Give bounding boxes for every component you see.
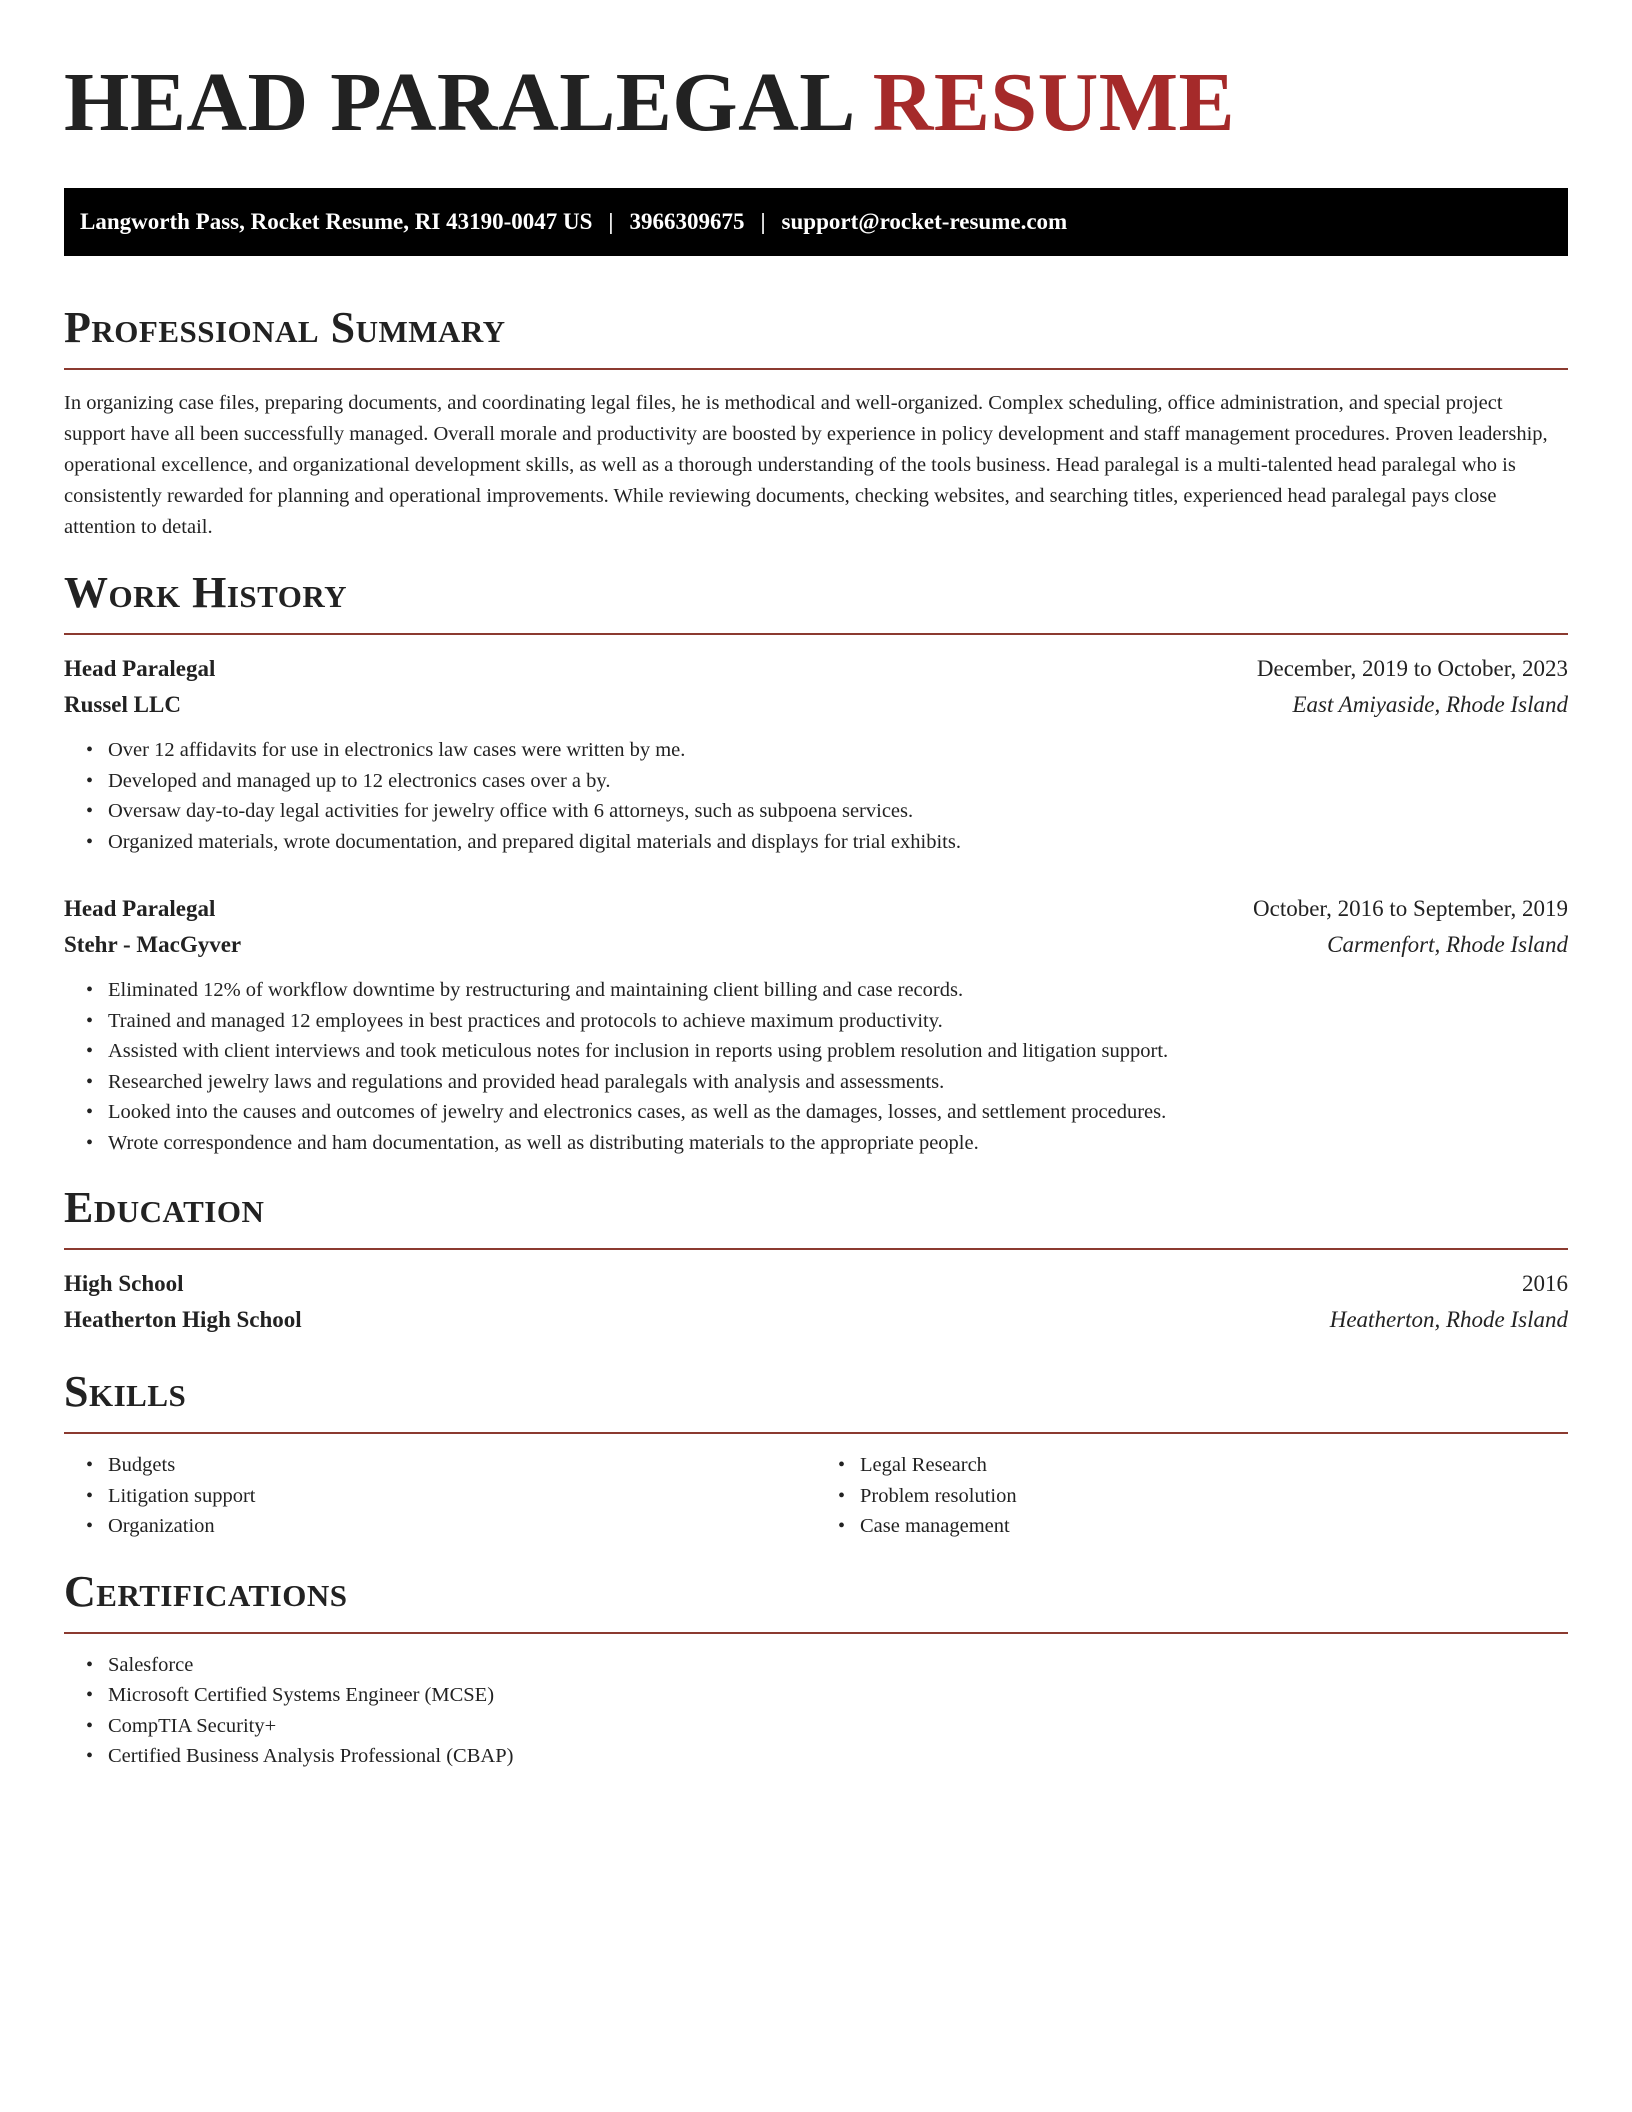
work-history-section xyxy=(64,565,1568,1158)
list-item: • Looked into the causes and outcomes of jewelry and electronics cases, as well as the damages, losses, and settlement procedures. xyxy=(86,1097,1568,1128)
education-degree-row xyxy=(64,1266,1568,1302)
job-company: Stehr - MacGyver xyxy=(64,932,242,957)
summary-section xyxy=(64,300,1568,543)
certifications-list xyxy=(64,1650,1568,1772)
skills-list-right xyxy=(816,1450,1568,1542)
job-location: East Amiyaside, Rhode Island xyxy=(1292,692,1568,717)
education-heading: Education xyxy=(64,1183,265,1232)
contact-separator: | xyxy=(608,209,614,234)
list-item: • Organized materials, wrote documentation, and prepared digital materials and displays for trial exhibits. xyxy=(86,827,1568,858)
education-school: Heatherton High School xyxy=(64,1307,302,1332)
skills-list-left xyxy=(64,1450,816,1542)
contact-address: Langworth Pass, Rocket Resume, RI 43190-0047 US xyxy=(80,209,593,234)
job-entry xyxy=(64,891,1568,1158)
list-item: • Case management xyxy=(838,1511,1568,1542)
job-location: Carmenfort, Rhode Island xyxy=(1327,932,1568,957)
job-entry xyxy=(64,651,1568,857)
education-year: 2016 xyxy=(1522,1271,1568,1296)
job-company-row xyxy=(64,927,1568,963)
job-company-row xyxy=(64,687,1568,723)
list-item: • Researched jewelry laws and regulations and provided head paralegals with analysis and assessments. xyxy=(86,1067,1568,1098)
job-bullets xyxy=(64,975,1568,1158)
list-item: • Problem resolution xyxy=(838,1481,1568,1512)
contact-phone: 3966309675 xyxy=(629,209,745,234)
education-location: Heatherton, Rhode Island xyxy=(1329,1307,1568,1332)
list-item: • Eliminated 12% of workflow downtime by restructuring and maintaining client billing and case records. xyxy=(86,975,1568,1006)
contact-email: support@rocket-resume.com xyxy=(781,209,1068,234)
job-dates: October, 2016 to September, 2019 xyxy=(1253,896,1568,921)
list-item: • Developed and managed up to 12 electronics cases over a by. xyxy=(86,766,1568,797)
list-item: • Wrote correspondence and ham documentation, as well as distributing materials to the appropriate people. xyxy=(86,1128,1568,1159)
list-item: • Salesforce xyxy=(86,1650,1568,1681)
job-title: Head Paralegal xyxy=(64,896,216,921)
certifications-section xyxy=(64,1564,1568,1772)
section-divider xyxy=(64,1248,1568,1250)
list-item: • Over 12 affidavits for use in electronics law cases were written by me. xyxy=(86,735,1568,766)
title-main: HEAD PARALEGAL xyxy=(64,56,852,149)
resume-title xyxy=(64,48,1568,158)
job-bullets xyxy=(64,735,1568,857)
job-title: Head Paralegal xyxy=(64,656,216,681)
work-history-heading: Work History xyxy=(64,568,348,617)
job-title-row xyxy=(64,891,1568,927)
contact-bar xyxy=(64,188,1568,256)
list-item: • Budgets xyxy=(86,1450,816,1481)
list-item: • Legal Research xyxy=(838,1450,1568,1481)
summary-heading: Professional Summary xyxy=(64,303,506,352)
education-school-row xyxy=(64,1302,1568,1338)
education-section xyxy=(64,1180,1568,1338)
summary-text: In organizing case files, preparing documents, and coordinating legal files, he is methodical and well-organized. Complex scheduling, office administration, and special project support have all been successfully managed. Overall morale and productivity are boosted by experience in policy development and staff management procedures. Proven leadership, operational excellence, and organizational development skills, as well as a thorough understanding of the tools business. Head paralegal is a multi-talented head paralegal who is consistently rewarded for planning and operational improvements. While reviewing documents, checking websites, and searching titles, experienced head paralegal pays close attention to detail. xyxy=(64,392,1548,538)
list-item: • Litigation support xyxy=(86,1481,816,1512)
title-accent: RESUME xyxy=(872,56,1236,149)
job-company: Russel LLC xyxy=(64,692,181,717)
section-divider xyxy=(64,633,1568,635)
list-item: • Assisted with client interviews and took meticulous notes for inclusion in reports using problem resolution and litigation support. xyxy=(86,1036,1568,1067)
contact-separator: | xyxy=(760,209,766,234)
list-item: • CompTIA Security+ xyxy=(86,1711,1568,1742)
list-item: • Certified Business Analysis Professional (CBAP) xyxy=(86,1741,1568,1772)
list-item: • Trained and managed 12 employees in best practices and protocols to achieve maximum productivity. xyxy=(86,1006,1568,1037)
job-dates: December, 2019 to October, 2023 xyxy=(1256,656,1568,681)
education-entry xyxy=(64,1266,1568,1338)
skills-section xyxy=(64,1364,1568,1542)
skills-grid xyxy=(64,1450,1568,1542)
section-divider xyxy=(64,1432,1568,1434)
list-item: • Oversaw day-to-day legal activities for jewelry office with 6 attorneys, such as subpoena services. xyxy=(86,796,1568,827)
education-degree: High School xyxy=(64,1271,184,1296)
list-item: • Microsoft Certified Systems Engineer (MCSE) xyxy=(86,1680,1568,1711)
list-item: • Organization xyxy=(86,1511,816,1542)
section-divider xyxy=(64,1632,1568,1634)
skills-heading: Skills xyxy=(64,1367,187,1416)
section-divider xyxy=(64,368,1568,370)
certifications-heading: Certifications xyxy=(64,1566,348,1616)
job-title-row xyxy=(64,651,1568,687)
